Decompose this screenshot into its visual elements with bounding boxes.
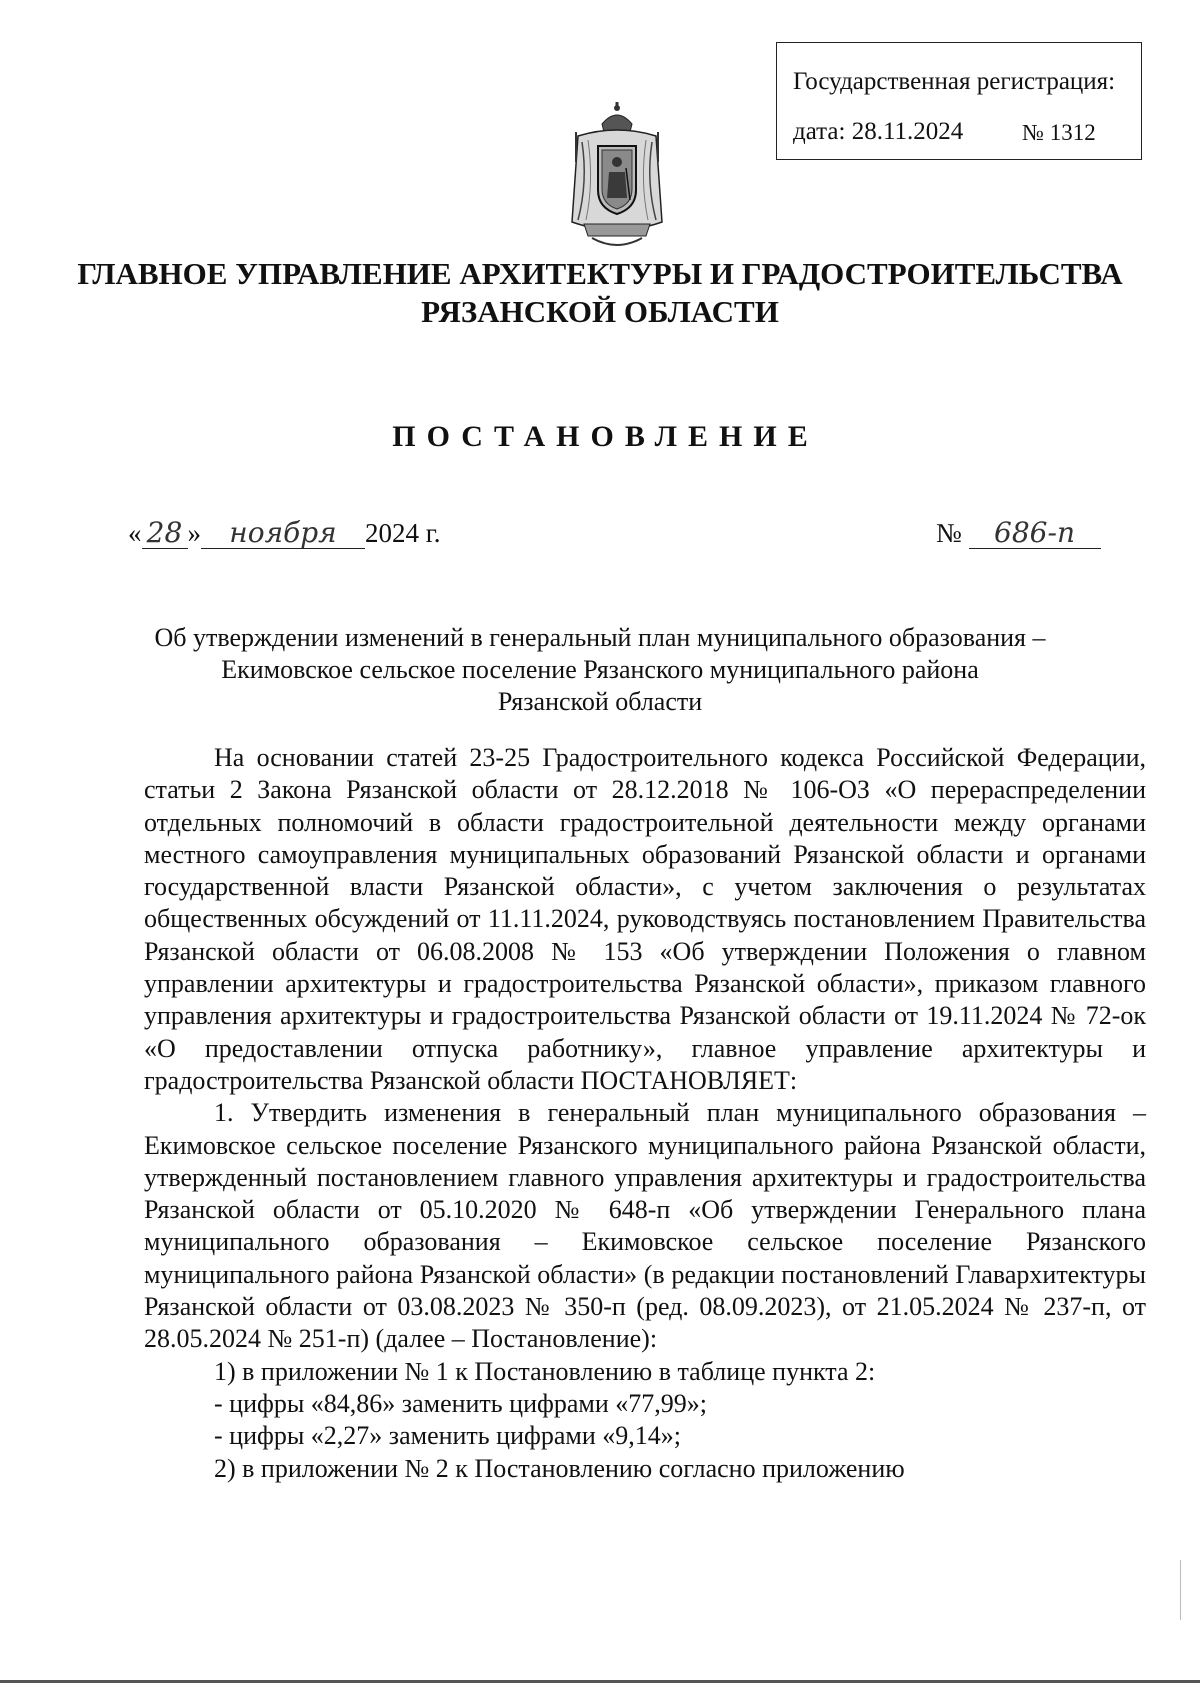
- decree-date: « 28 » ноября 2024 г.: [128, 516, 441, 549]
- registration-stamp: [776, 42, 1142, 160]
- page-bottom-divider: [0, 1680, 1200, 1683]
- org-name-line2: РЯЗАНСКОЙ ОБЛАСТИ: [421, 294, 779, 329]
- document-title: [0, 622, 1200, 718]
- handwritten-day: 28: [142, 518, 188, 549]
- handwritten-number: 686-п: [969, 518, 1101, 549]
- list-item: - цифры «2,27» заменить цифрами «9,14»;: [214, 1421, 681, 1451]
- document-type: ПОСТАНОВЛЕНИЕ: [392, 420, 819, 453]
- title-line3: Рязанской области: [497, 687, 703, 716]
- registration-title: Государственная регистрация:: [793, 68, 1116, 95]
- handwritten-month: ноября: [201, 518, 365, 549]
- registration-date: дата: 28.11.2024: [793, 118, 964, 145]
- document-body: [144, 742, 1146, 1485]
- clause-1-paragraph: 1. Утвердить изменения в генеральный план муниципального образования – Екимовское сельское поселение Рязанского муниципального района Рязанской области, утвержденный постановлением главного управления архитектуры и градостроительства Рязанской области от 05.10.2020 № 648-п «Об утверждении Генерального плана муниципального образования – Екимовское сельское поселение Рязанского муниципального района Рязанской области» (в редакции постановлений Главархитектуры Рязанской области от 03.08.2023 № 350-п (ред. 08.09.2023), от 21.05.2024 № 237-п, от 28.05.2024 № 251-п) (далее – Постановление):: [144, 1098, 1146, 1354]
- registration-number: № 1312: [1022, 120, 1096, 145]
- decree-year: 2024 г.: [365, 518, 441, 548]
- list-item: 1) в приложении № 1 к Постановлению в таблице пункта 2:: [214, 1356, 876, 1386]
- title-line1: Об утверждении изменений в генеральный план муниципального образования –: [154, 623, 1046, 652]
- title-line2: Екимовское сельское поселение Рязанского муниципального района: [221, 655, 979, 684]
- preamble-paragraph: На основании статей 23-25 Градостроительного кодекса Российской Федерации, статьи 2 Закона Рязанской области от 28.12.2018 № 106-ОЗ «О перераспределении отдельных полномочий в области градостроительной деятельности между органами местного самоуправления муниципальных образований Рязанской области и органами государственной власти Рязанской области», с учетом заключения о результатах общественных обсуждений от 11.11.2024, руководствуясь постановлением Правительства Рязанской области от 06.08.2008 № 153 «Об утверждении Положения о главном управлении архитектуры и градостроительства Рязанской области», приказом главного управления архитектуры и градостроительства Рязанской области от 19.11.2024 № 72-ок «О предоставлении отпуска работнику», главное управление архитектуры и градостроительства Рязанской области ПОСТАНОВЛЯЕТ:: [144, 743, 1146, 1095]
- ryazan-coat-of-arms-icon: [568, 102, 666, 252]
- list-item: 2) в приложении № 2 к Постановлению согласно приложению: [214, 1453, 905, 1483]
- scan-edge-mark: [1180, 1560, 1181, 1620]
- org-name-line1: ГЛАВНОЕ УПРАВЛЕНИЕ АРХИТЕКТУРЫ И ГРАДОСТРОИТЕЛЬСТВА: [77, 256, 1123, 291]
- decree-number: № 686-п: [936, 518, 1101, 549]
- list-item: - цифры «84,86» заменить цифрами «77,99»;: [214, 1388, 707, 1418]
